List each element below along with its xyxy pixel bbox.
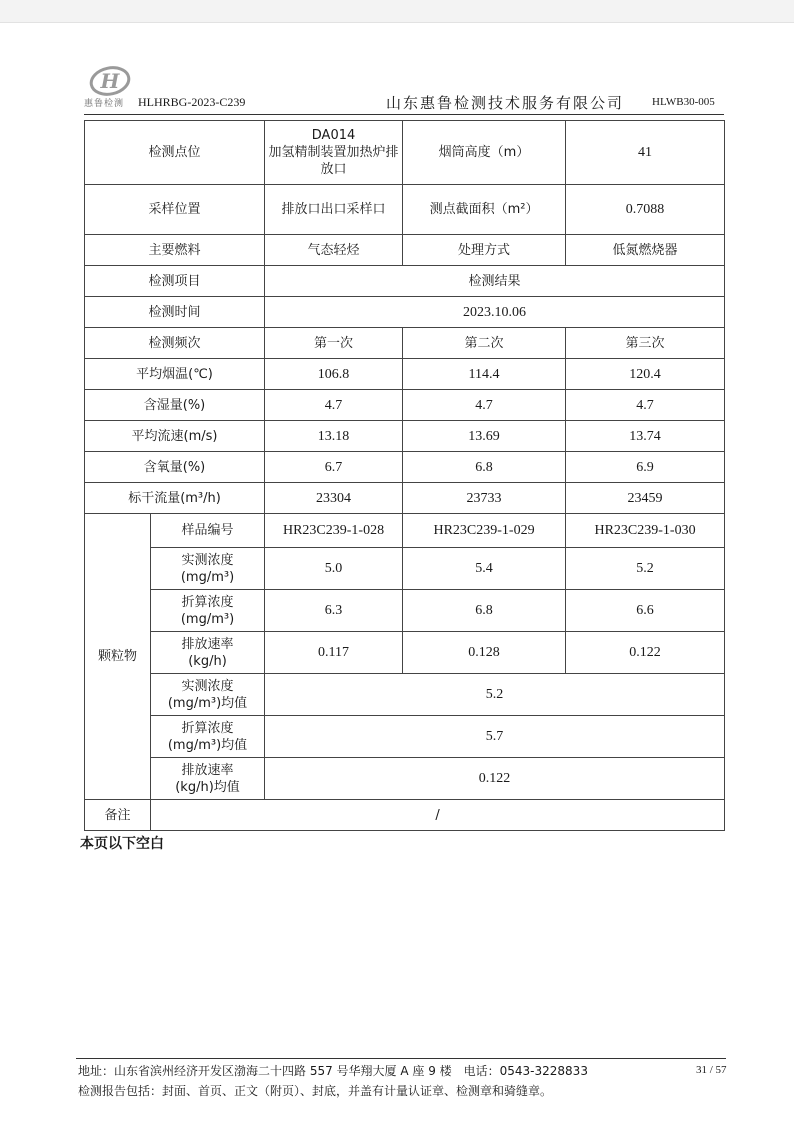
footer-address: 地址：山东省滨州经济开发区渤海二十四路 557 号华翔大厦 A 座 9 楼 电话：0543-3228833: [78, 1064, 588, 1078]
sampling-label: 采样位置: [85, 185, 265, 235]
treatment-label: 处理方式: [403, 235, 566, 266]
point-cell: [265, 121, 403, 185]
param-value: 4.7: [566, 390, 725, 421]
measure-value: 6.3: [265, 590, 403, 632]
sample-label: 样品编号: [151, 514, 265, 548]
company-logo-icon: [88, 64, 132, 98]
table-row: [85, 452, 725, 483]
param-value: 6.7: [265, 452, 403, 483]
average-value: 5.7: [265, 716, 725, 758]
treatment-value: 低氮燃烧器: [566, 235, 725, 266]
param-value: 4.7: [403, 390, 566, 421]
label-line: 排放速率: [181, 762, 234, 778]
freq-1: 第一次: [265, 328, 403, 359]
freq-label: 检测频次: [85, 328, 265, 359]
footer-divider: [76, 1058, 726, 1059]
fuel-label: 主要燃料: [85, 235, 265, 266]
measure-label: [151, 590, 265, 632]
header-divider: [84, 114, 724, 115]
company-name: 山东惠鲁检测技术服务有限公司: [386, 94, 625, 112]
remark-value: /: [151, 800, 725, 831]
measure-label: [151, 632, 265, 674]
point-label: 检测点位: [85, 121, 265, 185]
footer-note: 检测报告包括：封面、首页、正文（附页）、封底，并盖有计量认证章、检测章和骑缝章。: [78, 1084, 553, 1098]
param-value: 13.69: [403, 421, 566, 452]
param-label: 含氧量(%): [85, 452, 265, 483]
top-bar: [0, 0, 794, 23]
measure-value: 6.8: [403, 590, 566, 632]
param-value: 4.7: [265, 390, 403, 421]
table-row: [85, 548, 725, 590]
stack-height-value: 41: [566, 121, 725, 185]
logo-subtext: 惠鲁检测: [84, 99, 125, 109]
measure-value: 6.6: [566, 590, 725, 632]
measure-value: 5.4: [403, 548, 566, 590]
label-unit: (mg/m³): [180, 569, 235, 585]
table-row: [85, 590, 725, 632]
table-row: [85, 800, 725, 831]
table-row: [85, 297, 725, 328]
particulate-group-label: 颗粒物: [85, 514, 151, 800]
average-label: [151, 716, 265, 758]
measure-value: 0.117: [265, 632, 403, 674]
page-number: 31 / 57: [696, 1064, 727, 1076]
average-value: 0.122: [265, 758, 725, 800]
average-value: 5.2: [265, 674, 725, 716]
table-row: [85, 390, 725, 421]
param-label: 平均烟温(℃): [85, 359, 265, 390]
label-line: 实测浓度: [181, 678, 234, 694]
measure-value: 0.122: [566, 632, 725, 674]
item-label: 检测项目: [85, 266, 265, 297]
label-line: 实测浓度: [181, 552, 234, 568]
logo-letter: H: [100, 69, 120, 93]
table-row: [85, 758, 725, 800]
table-row: [85, 421, 725, 452]
point-name: 加氢精制装置加热炉排放口: [268, 145, 399, 177]
param-value: 23304: [265, 483, 403, 514]
blank-note: 本页以下空白: [80, 836, 164, 852]
table-row: [85, 514, 725, 548]
sample-id: HR23C239-1-028: [265, 514, 403, 548]
label-unit: (mg/m³): [180, 611, 235, 627]
table-row: [85, 632, 725, 674]
average-label: [151, 674, 265, 716]
label-unit: (kg/h): [188, 653, 227, 669]
table-row: [85, 359, 725, 390]
table-row: [85, 674, 725, 716]
table-row: [85, 483, 725, 514]
param-value: 6.8: [403, 452, 566, 483]
area-label: 测点截面积（m²）: [403, 185, 566, 235]
label-unit: (kg/h)均值: [175, 779, 240, 795]
table-row: [85, 716, 725, 758]
form-code: HLWB30-005: [652, 96, 715, 108]
param-label: 标干流量(m³/h): [85, 483, 265, 514]
table-row: [85, 328, 725, 359]
param-value: 106.8: [265, 359, 403, 390]
area-value: 0.7088: [566, 185, 725, 235]
param-label: 含湿量(%): [85, 390, 265, 421]
result-label: 检测结果: [265, 266, 725, 297]
param-value: 120.4: [566, 359, 725, 390]
report-table: [84, 120, 725, 831]
sample-id: HR23C239-1-030: [566, 514, 725, 548]
label-line: 折算浓度: [181, 594, 234, 610]
table-row: [85, 121, 725, 185]
table-row: [85, 185, 725, 235]
param-value: 13.74: [566, 421, 725, 452]
table-row: [85, 266, 725, 297]
point-code: DA014: [311, 128, 356, 143]
sampling-value: 排放口出口采样口: [265, 185, 403, 235]
param-value: 114.4: [403, 359, 566, 390]
label-line: 排放速率: [181, 636, 234, 652]
freq-2: 第二次: [403, 328, 566, 359]
param-value: 23733: [403, 483, 566, 514]
freq-3: 第三次: [566, 328, 725, 359]
param-label: 平均流速(m/s): [85, 421, 265, 452]
time-value: 2023.10.06: [265, 297, 725, 328]
time-label: 检测时间: [85, 297, 265, 328]
stack-height-label: 烟筒高度（m）: [403, 121, 566, 185]
measure-value: 5.2: [566, 548, 725, 590]
label-unit: (mg/m³)均值: [167, 695, 248, 711]
measure-label: [151, 548, 265, 590]
label-line: 折算浓度: [181, 720, 234, 736]
param-value: 13.18: [265, 421, 403, 452]
measure-value: 5.0: [265, 548, 403, 590]
sample-id: HR23C239-1-029: [403, 514, 566, 548]
label-unit: (mg/m³)均值: [167, 737, 248, 753]
table-row: [85, 235, 725, 266]
param-value: 6.9: [566, 452, 725, 483]
remark-label: 备注: [85, 800, 151, 831]
param-value: 23459: [566, 483, 725, 514]
measure-value: 0.128: [403, 632, 566, 674]
average-label: [151, 758, 265, 800]
fuel-value: 气态轻烃: [265, 235, 403, 266]
report-number: HLHRBG-2023-C239: [138, 95, 246, 109]
